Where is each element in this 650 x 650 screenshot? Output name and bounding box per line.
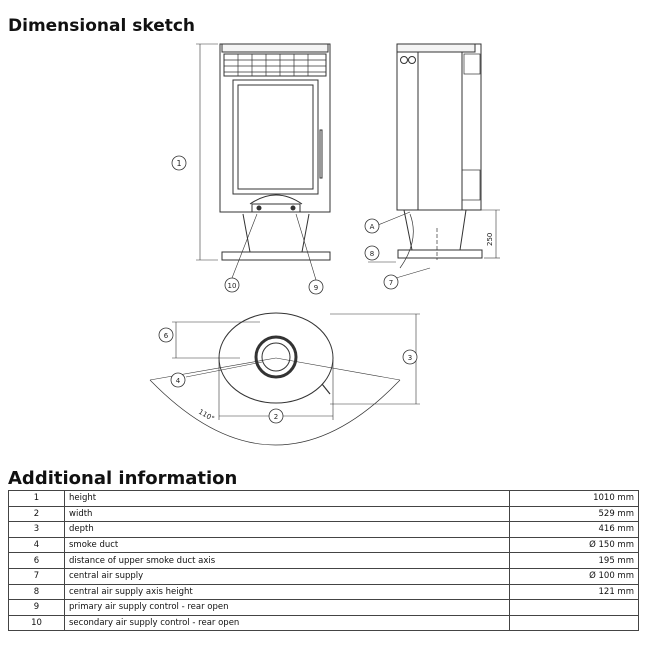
info-table xyxy=(8,490,639,631)
cell-label: secondary air supply control - rear open xyxy=(65,615,510,631)
cell-num: 8 xyxy=(9,584,65,600)
table-row xyxy=(9,553,639,569)
callout-a: A xyxy=(369,223,375,231)
angle-110: 110° xyxy=(197,407,216,424)
cell-value: 1010 mm xyxy=(510,491,639,507)
sketch-title: Dimensional sketch xyxy=(8,16,196,36)
cell-num: 10 xyxy=(9,615,65,631)
table-row xyxy=(9,522,639,538)
callout-8: 8 xyxy=(369,250,375,258)
cell-value: Ø 100 mm xyxy=(510,568,639,584)
info-title: Additional information xyxy=(8,468,238,489)
side-base-plate xyxy=(398,250,482,258)
cell-value: 529 mm xyxy=(510,506,639,522)
door-handle xyxy=(320,130,322,178)
table-row xyxy=(9,568,639,584)
side-view xyxy=(365,44,500,289)
dimensional-sketch xyxy=(0,36,650,446)
callout-10: 10 xyxy=(227,282,237,290)
cell-label: central air supply axis height xyxy=(65,584,510,600)
cell-label: central air supply xyxy=(65,568,510,584)
cell-label: height xyxy=(65,491,510,507)
cell-num: 4 xyxy=(9,537,65,553)
cell-value: 195 mm xyxy=(510,553,639,569)
table-row xyxy=(9,537,639,553)
cell-value: 416 mm xyxy=(510,522,639,538)
front-pedestal xyxy=(243,214,309,252)
side-stove-body xyxy=(397,44,481,210)
callout-3: 3 xyxy=(407,354,413,362)
dimension-250: 250 xyxy=(486,232,494,246)
front-grille xyxy=(224,54,326,76)
cell-label: width xyxy=(65,506,510,522)
cell-value: 121 mm xyxy=(510,584,639,600)
cell-label: primary air supply control - rear open xyxy=(65,600,510,616)
callout-7: 7 xyxy=(388,279,394,287)
front-base-plate xyxy=(222,252,330,260)
front-view xyxy=(172,44,330,294)
table-row xyxy=(9,584,639,600)
callout-2: 2 xyxy=(273,413,279,421)
callout-4: 4 xyxy=(175,377,181,385)
cell-label: smoke duct xyxy=(65,537,510,553)
cell-value xyxy=(510,600,639,616)
table-row xyxy=(9,506,639,522)
cell-value xyxy=(510,615,639,631)
cell-num: 3 xyxy=(9,522,65,538)
callout-9: 9 xyxy=(313,284,319,292)
callout-6: 6 xyxy=(163,332,169,340)
front-door-glass xyxy=(233,80,318,194)
cell-num: 1 xyxy=(9,491,65,507)
cell-num: 2 xyxy=(9,506,65,522)
cell-label: distance of upper smoke duct axis xyxy=(65,553,510,569)
cell-num: 6 xyxy=(9,553,65,569)
cell-num: 9 xyxy=(9,600,65,616)
callout-1: 1 xyxy=(176,159,182,168)
table-row xyxy=(9,615,639,631)
top-view xyxy=(150,313,420,445)
cell-label: depth xyxy=(65,522,510,538)
cell-value: Ø 150 mm xyxy=(510,537,639,553)
cell-num: 7 xyxy=(9,568,65,584)
table-row xyxy=(9,491,639,507)
table-row xyxy=(9,600,639,616)
